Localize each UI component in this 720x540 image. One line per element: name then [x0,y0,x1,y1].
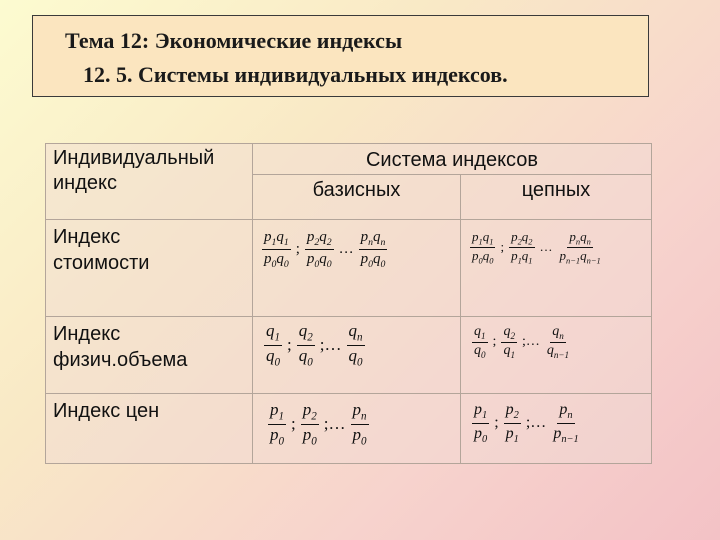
header-individual-index: Индивидуальный индекс [46,144,253,220]
header-chain: цепных [461,175,652,220]
volume-chain-formula: $\frac{q_1}{q_0}$ ; $\frac{q_2}{q_1}$ ;… $\frac{q_n}{q_{n-1}}$ [461,317,652,394]
header-index-system: Система индексов [253,144,652,175]
volume-basic-formula: $\frac{q_1}{q_0}$ ; $\frac{q_2}{q_0}$ ;… $\frac{q_n}{q_0}$ [253,317,461,394]
row-label-volume-index: Индекс физич.объема [46,317,253,394]
price-chain-formula: $\frac{p_1}{p_0}$ ; $\frac{p_2}{p_1}$ ;… $\frac{p_n}{p_{n-1}}$ [461,394,652,464]
price-basic-formula: $\frac{p_1}{p_0}$ ; $\frac{p_2}{p_0}$ ;… $\frac{p_n}{p_0}$ [253,394,461,464]
slide-subtitle: 12. 5. Системы индивидуальных индексов. [83,62,508,87]
row-label-value-index: Индекс стоимости [46,220,253,317]
slide-title: Тема 12: Экономические индексы [65,28,403,53]
value-chain-formula: $\frac{p_1q_1}{p_0q_0}$ ; $\frac{p_2q_2}{p_1q_1}$ … $\frac{p_nq_n}{p_{n-1}q_{n-1}}$ [461,220,652,317]
header-basic: базисных [253,175,461,220]
title-box [32,15,649,97]
row-label-price-index: Индекс цен [46,394,253,464]
index-table [45,143,652,464]
value-basic-formula: $\frac{p_1q_1}{p_0q_0}$ ; $\frac{p_2q_2}{p_0q_0}$ … $\frac{p_nq_n}{p_0q_0}$ [253,220,461,317]
